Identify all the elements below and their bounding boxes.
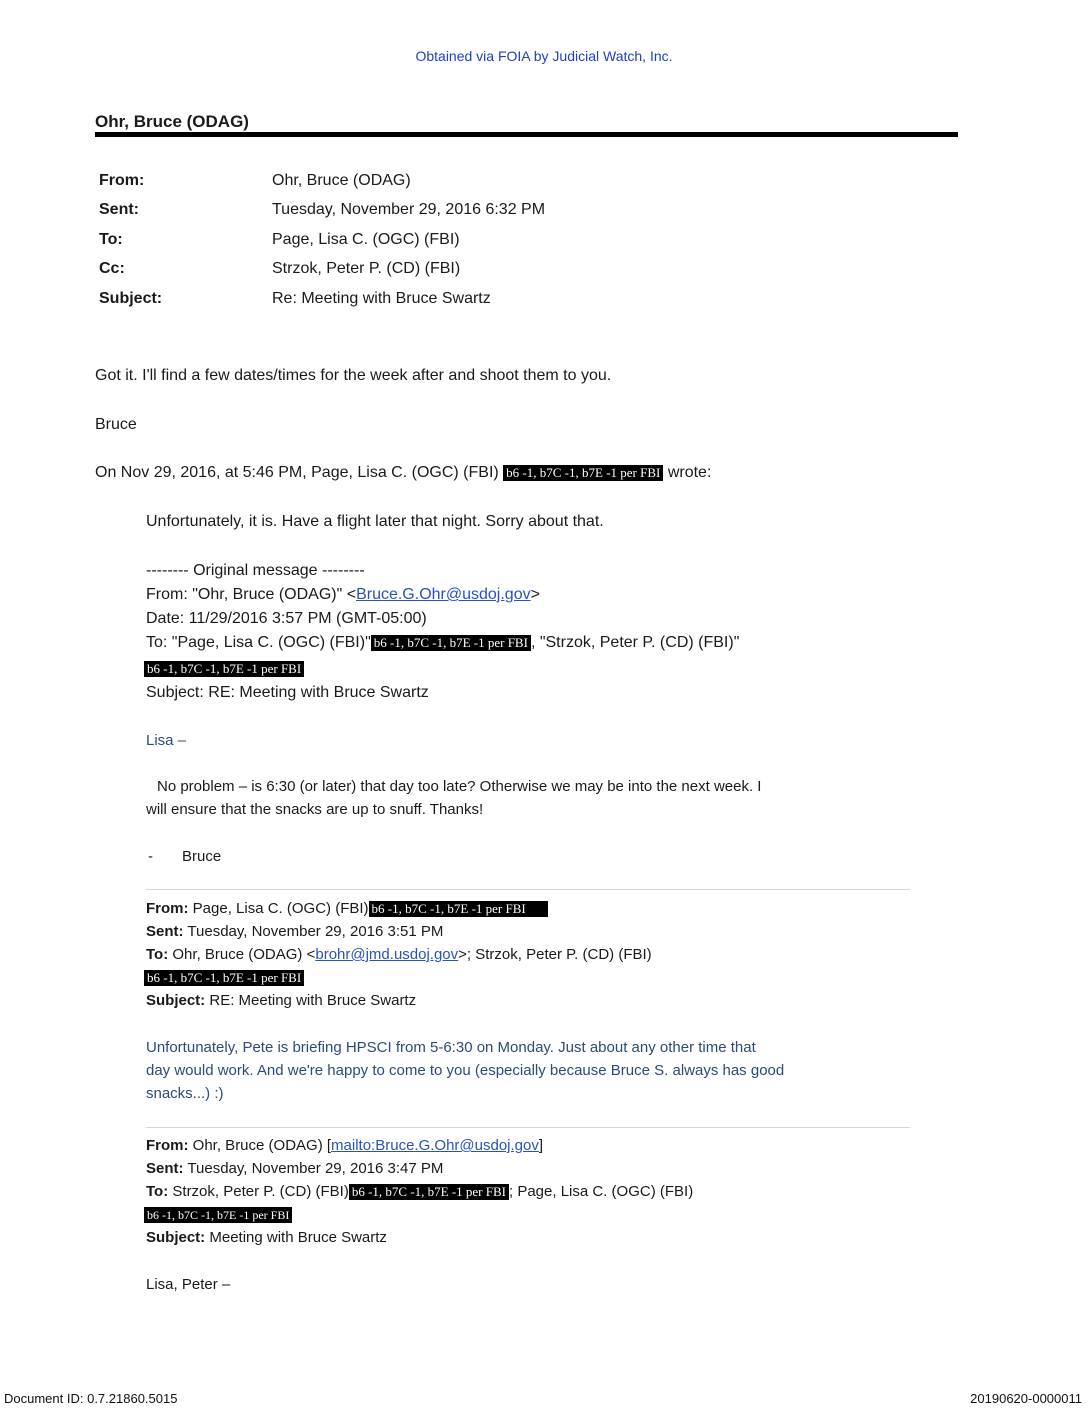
document-id: Document ID: 0.7.21860.5015 — [4, 1391, 178, 1406]
original-message-divider: -------- Original message -------- — [146, 562, 365, 579]
foia-banner: Obtained via FOIA by Judicial Watch, Inc. — [415, 48, 673, 64]
msg4-to — [146, 1183, 693, 1200]
from-label: From: — [99, 172, 145, 189]
attribution-wrote: wrote: — [667, 464, 712, 481]
msg3-to-suffix: >; Strzok, Peter P. (CD) (FBI) — [458, 946, 652, 963]
original-from — [146, 586, 540, 604]
redaction-box: b6 -1, b7C -1, b7E -1 per FBI — [503, 465, 663, 481]
msg4-subject-label: Subject: — [146, 1229, 206, 1246]
original-to-cc: , "Strzok, Peter P. (CD) (FBI)" — [530, 634, 740, 651]
msg3-subject-value: RE: Meeting with Bruce Swartz — [209, 992, 417, 1009]
msg3-subject-label: Subject: — [146, 992, 206, 1009]
msg3-subject — [146, 992, 416, 1009]
msg3-to — [146, 946, 652, 963]
redaction-box: b6 -1, b7C -1, b7E -1 per FBI — [144, 970, 304, 986]
message-separator — [146, 1127, 910, 1128]
original-to-redaction — [144, 660, 304, 678]
msg4-to-label: To: — [146, 1183, 169, 1200]
msg3-from-value: Page, Lisa C. (OGC) (FBI) — [192, 900, 369, 917]
mailbox-owner-title: Ohr, Bruce (ODAG) — [95, 112, 249, 131]
msg4-subject — [146, 1229, 387, 1246]
original-subject: Subject: RE: Meeting with Bruce Swartz — [146, 684, 429, 701]
original-body-line: will ensure that the snacks are up to snuff. Thanks! — [146, 801, 484, 818]
msg4-from-text: Ohr, Bruce (ODAG) [ — [192, 1137, 332, 1154]
redaction-box: b6 -1, b7C -1, b7E -1 per FBI — [371, 635, 531, 651]
original-to-text: To: "Page, Lisa C. (OGC) (FBI)" — [146, 634, 371, 651]
message-separator — [146, 889, 910, 890]
msg4-sent-label: Sent: — [146, 1160, 184, 1177]
from-value: Ohr, Bruce (ODAG) — [272, 172, 411, 189]
redaction-box: b6 -1, b7C -1, b7E -1 per FBI — [369, 901, 548, 917]
sent-label: Sent: — [99, 201, 139, 218]
reply-body: Got it. I'll find a few dates/times for the week after and shoot them to you. — [95, 367, 612, 384]
original-to — [146, 634, 739, 652]
msg3-to-label: To: — [146, 946, 169, 963]
cc-value: Strzok, Peter P. (CD) (FBI) — [272, 260, 461, 277]
msg4-sent — [146, 1160, 443, 1177]
original-body-line: No problem – is 6:30 (or later) that day too late? Otherwise we may be into the next week. I — [157, 778, 762, 795]
redaction-box: b6 -1, b7C -1, b7E -1 per FBI — [144, 661, 304, 677]
email-link[interactable]: Bruce.G.Ohr@usdoj.gov — [356, 586, 531, 603]
msg3-from — [146, 900, 548, 917]
msg3-body-line: Unfortunately, Pete is briefing HPSCI from 5-6:30 on Monday. Just about any other time that — [146, 1039, 756, 1056]
msg3-sent-value: Tuesday, November 29, 2016 3:51 PM — [187, 923, 444, 940]
msg4-to-redaction — [144, 1206, 292, 1224]
to-value: Page, Lisa C. (OGC) (FBI) — [272, 231, 460, 248]
msg4-greeting: Lisa, Peter – — [146, 1276, 231, 1293]
cc-label: Cc: — [99, 260, 125, 277]
msg4-from-label: From: — [146, 1137, 189, 1154]
msg3-sent-label: Sent: — [146, 923, 184, 940]
msg4-to-text: Strzok, Peter P. (CD) (FBI) — [172, 1183, 349, 1200]
msg3-from-label: From: — [146, 900, 189, 917]
signature-dash: - — [148, 848, 153, 865]
original-signature: Bruce — [182, 848, 222, 865]
to-label: To: — [99, 231, 123, 248]
subject-label: Subject: — [99, 290, 163, 307]
msg3-to-text: Ohr, Bruce (ODAG) < — [172, 946, 316, 963]
msg4-from — [146, 1137, 543, 1154]
redaction-box: b6 -1, b7C -1, b7E -1 per FBI — [349, 1184, 509, 1200]
bates-number: 20190620-0000011 — [970, 1391, 1082, 1406]
msg4-subject-value: Meeting with Bruce Swartz — [209, 1229, 387, 1246]
quote-attribution — [95, 464, 711, 482]
quoted-body: Unfortunately, it is. Have a flight later that night. Sorry about that. — [146, 513, 604, 530]
msg4-from-suffix: ] — [538, 1137, 544, 1154]
msg3-to-redaction — [144, 969, 304, 987]
subject-value: Re: Meeting with Bruce Swartz — [272, 290, 491, 307]
mailto-link[interactable]: mailto:Bruce.G.Ohr@usdoj.gov — [331, 1137, 539, 1154]
attribution-text: On Nov 29, 2016, at 5:46 PM, Page, Lisa C. (OGC) (FBI) — [95, 464, 499, 481]
email-link[interactable]: brohr@jmd.usdoj.gov — [315, 946, 459, 963]
msg4-sent-value: Tuesday, November 29, 2016 3:47 PM — [187, 1160, 444, 1177]
msg4-to-suffix: ; Page, Lisa C. (OGC) (FBI) — [509, 1183, 694, 1200]
redaction-box: b6 -1, b7C -1, b7E -1 per FBI — [144, 1207, 292, 1223]
msg3-sent — [146, 923, 443, 940]
greeting: Lisa – — [146, 732, 187, 749]
sent-value: Tuesday, November 29, 2016 6:32 PM — [272, 201, 546, 218]
msg3-body-line: day would work. And we're happy to come to you (especially because Bruce S. always has good — [146, 1062, 785, 1079]
original-date: Date: 11/29/2016 3:57 PM (GMT-05:00) — [146, 610, 427, 627]
original-from-suffix: > — [530, 586, 540, 603]
msg3-body-line: snacks...) :) — [146, 1085, 224, 1102]
original-from-text: From: "Ohr, Bruce (ODAG)" < — [146, 586, 357, 603]
reply-signature: Bruce — [95, 416, 137, 433]
title-rule — [95, 132, 958, 137]
